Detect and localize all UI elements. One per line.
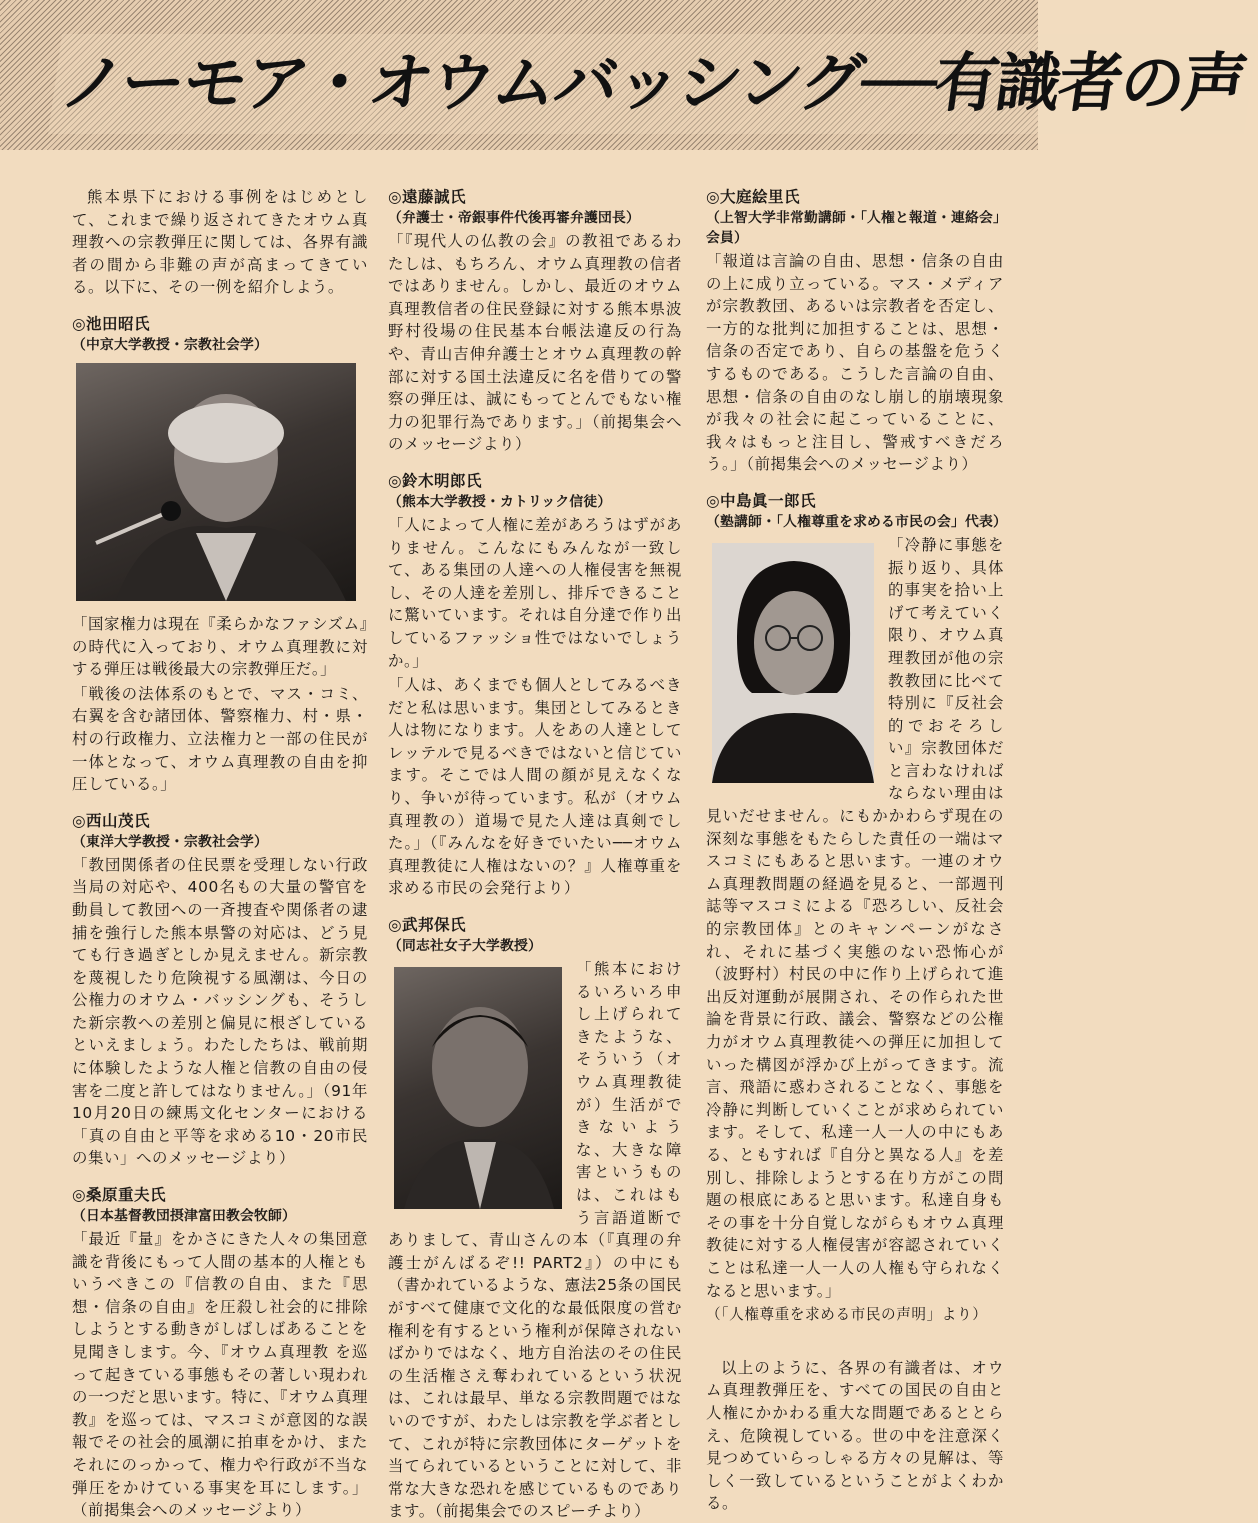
expert-quote: 「『現代人の仏教の会』の教祖であるわたしは、もちろん、オウム真理教の信者ではありません。しかし、最近のオウム真理教信者の住民登録に対する熊本県波野村役場の住民基本台帳法違反の行為や、青山吉伸弁護士とオウム真理教の幹部に対する国土法違反に名を借りての警察の弾圧は、誠にもってとんでもない権力の犯罪行為であります。」（前掲集会へのメッセージより） <box>388 232 682 454</box>
portrait-photo-icon <box>394 967 562 1209</box>
expert-quote: 「最近『量』をかさにきた人々の集団意識を背後にもって人間の基本的人権ともいうべきこの『信教の自由、また『思想・信条の自由』を圧殺し社会的に排除しようとする動きがしばしばあることを見聞きします。今、『オウム真理教 を巡って起きている事態もその著しい現われの一つだと思います。特に、『オウム真理教』を巡っては、マスコミが意図的な誤報でその社会的風潮に拍車をかけ、またそれにのっかって、権力や行政が不当な弾圧をかけている事実を耳にします。」（前掲集会へのメッセージより） <box>72 1230 368 1520</box>
expert-affiliation: （東洋大学教授・宗教社会学） <box>72 833 268 850</box>
expert-affiliation: （上智大学非常勤講師・「人権と報道・連絡会」会員） <box>706 210 1001 246</box>
expert-name: ◎桑原重夫氏 <box>72 1186 167 1205</box>
expert-quote: 「冷静に事態を振り返り、具体的事実を拾い上げて考えていく限り、オウム真理教団が他の宗教教団に比べて特別に『反社会的でおそろしい』宗教団体だと言わなければならない理由は見いだせません。にもかかわらず現在の深刻な事態をもたらした責任の一端はマスコミにもあると思います。一連のオウム真理教問題の経過を見ると、一部週刊誌等マスコミによる『恐ろしい、反社会的宗教団体』とのキャンペーンがなされ、それに基づく実態のない恐怖心が（波野村）村民の中に作り上げられて進出反対運動が展開され、その作られた世論を背景に行政、議会、警察などの公権力がオウム真理教徒への弾圧に加担していった構図が浮かび上がってきます。流言、飛語に惑わされることなく、事態を冷静に判断していくことが求められています。そして、私達一人一人の中にもある、ともすれば『自分と異なる人』を差別し、排除しようとする在り方がこの問題の根底にあると思います。私達自身もその事を十分自覚しながらもオウム真理教徒に対する人権侵害が容認されていくことは私達一人一人の人権も守られなくなると思います。」 <box>706 535 1004 1300</box>
expert-name: ◎鈴木明郎氏 <box>388 471 483 490</box>
expert-quote: 「人は、あくまでも個人としてみるべきだと私は思います。集団としてみるとき人は物になります。人をあの人達としてレッテルで見るべきではないと信じています。そこでは人間の顔が見えなくなり、争いが待っています。私が（オウム真理教の）道場で見た人達は真剣でした。」（『みんなを好きでいたい──オウム真理教徒に人権はないの？』人権尊重を求める市民の会発行より） <box>388 676 682 898</box>
expert-name: ◎武邦保氏 <box>388 916 467 935</box>
portrait-photo-icon <box>76 363 356 601</box>
expert-affiliation: （中京大学教授・宗教社会学） <box>72 336 268 353</box>
expert-quote: 「報道は言論の自由、思想・信条の自由の上に成り立っている。マス・メディアが宗教教団、あるいは宗教者を否定し、一方的な批判に加担することは、思想・信条の否定であり、自らの基盤を危うくするものである。こうした言論の自由、思想・信条の自由のなし崩し的崩壊現象が我々の社会に起こっていることに、我々はもっと注目し、警戒すべきだろう。」（前掲集会へのメッセージより） <box>706 252 1004 474</box>
column-1 <box>72 186 368 1522</box>
portrait-photo-nakajima <box>712 543 874 783</box>
expert-affiliation: （同志社女子大学教授） <box>388 938 542 955</box>
expert-name: ◎大庭絵里氏 <box>706 188 801 206</box>
expert-quote: 「教団関係者の住民票を受理しない行政当局の対応や、400名もの大量の警官を動員して教団への一斉捜査や関係者の逮捕を強行した熊本県警の対応は、どう見ても行き過ぎとしか見えません。新宗教を蔑視したり危険視する風潮は、今日の公権力のオウム・バッシングも、そうした新宗教への差別と偏見に根ざしているといえましょう。わたしたちは、戦前期に体験したような人権と信教の自由の侵害を二度と許してはなりません。」（91年10月20日の練馬文化センターにおける「真の自由と平等を求める10・20市民の集い」へのメッセージより） <box>72 855 368 1168</box>
expert-affiliation: （日本基督教団摂津富田教会牧師） <box>72 1208 296 1225</box>
conclusion-paragraph: 以上のように、各界の有識者は、オウム真理教弾圧を、すべての国民の自由と人権にかかわる重大な問題であるととらえ、危険視している。世の中を注意深く見つめていらっしゃる方々の見解は、等しく一致しているということがよくわかる。 <box>706 1358 1004 1513</box>
portrait-photo-take <box>394 967 562 1209</box>
expert-name: ◎遠藤誠氏 <box>388 188 467 206</box>
expert-source: （「人権尊重を求める市民の声明」より） <box>706 1306 988 1324</box>
expert-quote: 「国家権力は現在『柔らかなファシズム』の時代に入っており、オウム真理教に対する弾圧は戦後最大の宗教弾圧だ。」 <box>72 614 368 679</box>
expert-name: ◎池田昭氏 <box>72 314 151 333</box>
expert-affiliation: （塾講師・「人権尊重を求める市民の会」代表） <box>706 513 1008 530</box>
expert-quote: 「人によって人権に差があろうはずがありません。こんなにもみんなが一致して、ある集団の人達への人権侵害を無視し、その人達を差別し、排斥できることに驚いています。それは自分達で作り出しているファッショ性ではないでしょうか。」 <box>388 515 682 670</box>
expert-quote: 「戦後の法体系のもとで、マス・コミ、右翼を含む諸団体、警察権力、村・県・村の行政権力、立法権力と一部の住民が一体となって、オウム真理教の自由を抑圧している。」 <box>72 684 368 794</box>
portrait-photo-ikeda <box>76 363 356 601</box>
title-banner <box>0 0 1250 150</box>
expert-quote: 「熊本におけるいろいろ申し上げられてきたような、そういう（オウム真理教徒が）生活ができないような、大きな障害というものは、これはもう言語道断でありまして、青山さんの本（『真理の弁護士がんばるぞ!! PART2』）の中にも（書かれているような、憲法25条の国民がすべて健康で文化的な最低限度の営む権利を有するという権利が保障されないばかりではなく、地方自治法のその住民の生活権さえ奪われているという状況は、これは最早、単なる宗教問題ではないのですが、わたしは宗教を学ぶ者として、これが特に宗教団体にターゲットを当てられているということに対して、非常な大きな恐れを感じているものであります。（前掲集会でのスピーチより） <box>388 960 682 1521</box>
page-title: ノーモア・オウムバッシング──有識者の声 <box>48 34 1258 134</box>
expert-affiliation: （熊本大学教授・カトリック信徒） <box>388 493 612 510</box>
portrait-photo-icon <box>712 543 874 783</box>
expert-affiliation: （弁護士・帝銀事件代後再審弁護団長） <box>388 210 640 226</box>
expert-name: ◎西山茂氏 <box>72 811 151 830</box>
column-3 <box>706 186 1008 1515</box>
expert-name: ◎中島眞一郎氏 <box>706 491 817 510</box>
column-2 <box>388 186 682 1523</box>
intro-paragraph: 熊本県下における事例をはじめとして、これまで繰り返されてきたオウム真理教への宗教弾圧に関しては、各界有識者の間から非難の声が高まってきている。以下に、その一例を紹介しよう。 <box>72 188 368 297</box>
